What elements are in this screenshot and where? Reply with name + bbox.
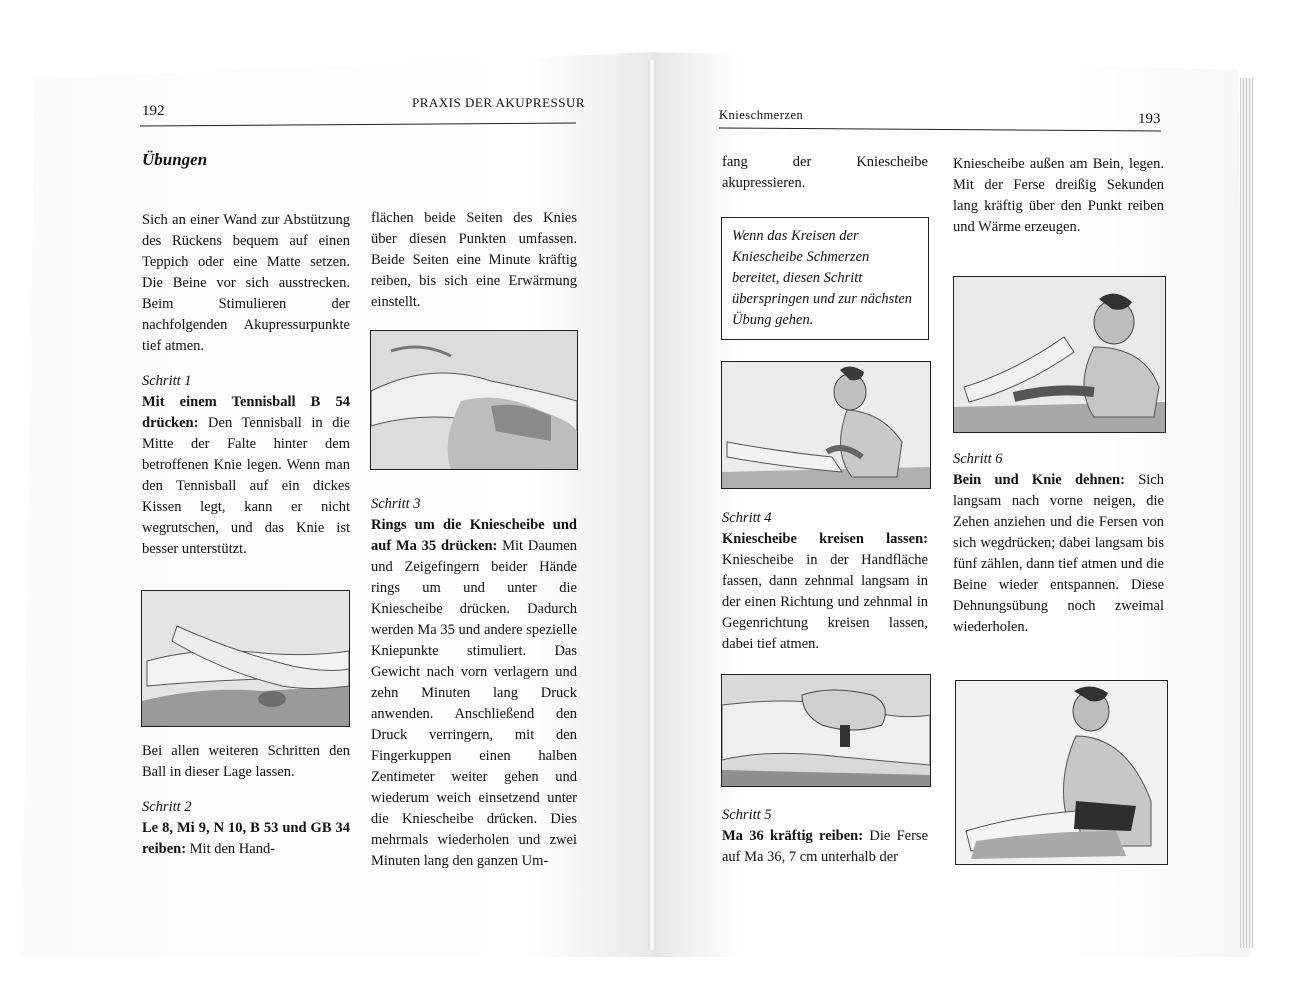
photo-man-circling-kneecap <box>721 361 931 489</box>
warning-note-text: Wenn das Kreisen der Kniescheibe Schmerzen bereitet, diesen Schritt überspringen und zur nächsten Übung gehen. <box>732 228 913 328</box>
step5-text: Die Ferse auf Ma 36, 7 cm unterhalb der <box>722 828 929 865</box>
page-number-right: 193 <box>1138 111 1161 127</box>
section-title: Übungen <box>142 150 208 169</box>
step4-title: Kniescheibe kreisen lassen: <box>722 531 928 547</box>
warning-note-box <box>721 217 929 340</box>
step5-continued: Kniescheibe außen am Bein, legen. Mit der Ferse dreißig Sekunden lang kräftig über den Punkt reiben und Wärme erzeugen. <box>953 156 1164 235</box>
right-col1-step5 <box>722 805 928 868</box>
intro-text: Sich an einer Wand zur Abstützung des Rückens bequem auf einen Teppich oder eine Matte setzen. Die Beine vor sich ausstrecken. Beim Stimulieren der nachfolgenden Akupressurpunkte tief atmen. <box>142 212 350 354</box>
step4-label: Schritt 4 <box>722 510 772 526</box>
page-number-left: 192 <box>142 103 165 119</box>
step1-title: Mit einem Tennisball B 54 drücken: <box>142 394 350 431</box>
left-col1-intro <box>142 210 350 560</box>
photo-hands-kneecap-closeup <box>721 674 931 787</box>
step2-title: Le 8, Mi 9, N 10, B 53 und GB 34 reiben: <box>142 820 350 857</box>
step3-continued: fang der Kniescheibe akupressieren. <box>722 154 928 191</box>
step1-label: Schritt 1 <box>142 373 192 389</box>
left-col2-top <box>371 208 577 313</box>
photo-tennis-ball-under-knee <box>141 590 350 727</box>
right-col1-top <box>722 152 928 194</box>
step2-text: Mit den Hand- <box>186 841 276 857</box>
step5-title: Ma 36 kräftig reiben: <box>722 828 864 844</box>
step2-continued: flächen beide Seiten des Knies über diesen Punkten umfassen. Beide Seiten eine Minute kräftig reiben, bis sich eine Erwärmung einstellt. <box>371 210 577 310</box>
step4-text: Kniescheibe in der Handfläche fassen, dann zehnmal langsam in der einen Richtung und zehnmal in Gegenrichtung kreisen lassen, dabei tief atmen. <box>722 552 928 652</box>
step3-label: Schritt 3 <box>371 496 421 512</box>
right-col1-step4 <box>722 508 928 655</box>
ball-position-note: Bei allen weiteren Schritten den Ball in dieser Lage lassen. <box>142 743 350 780</box>
running-head-right: Knieschmerzen <box>719 108 804 122</box>
step6-text: Sich langsam nach vorne neigen, die Zehen anziehen und die Fersen von sich wegdrücken; dabei langsam bis fünf zählen, dann tief atmen und die Beine wieder entspannen. Diese Dehnungsübung noch zweimal wiederholen. <box>953 472 1164 635</box>
page-edges <box>1240 78 1254 948</box>
right-col2-step6 <box>953 449 1164 638</box>
step6-title: Bein und Knie dehnen: <box>953 472 1125 488</box>
step3-text: Mit Daumen und Zeigefingern beider Hände rings um und unter die Kniescheibe drücken. Dadurch werden Ma 35 und andere spezielle Kniepunkte stimuliert. Das Gewicht nach vorn verlagern und zehn Minuten lang Druck anwenden. Anschließend den Druck verringern, mit den Fingerkuppen einen halben Zentimeter weiter gehen und wiederum weich einsetzend unter die Kniescheibe drücken. Dies mehrmals wiederholen und zwei Minuten lang den ganzen Um- <box>371 538 577 869</box>
step5-label: Schritt 5 <box>722 807 772 823</box>
left-col2-step3 <box>371 484 577 872</box>
photo-hands-on-knee <box>370 330 578 470</box>
running-head-left: PRAXIS DER AKUPRESSUR <box>412 95 586 110</box>
step3-title: Rings um die Kniescheibe und auf Ma 35 drücken: <box>371 517 577 554</box>
photo-man-stretching <box>955 680 1168 865</box>
step1-text: Den Tennisball in die Mitte der Falte hinter dem betroffenen Knie legen. Wenn man den Tennisball auf ein dickes Kissen legt, kann er nicht wegrutschen, und das Knie ist besser unterstützt. <box>142 415 350 557</box>
photo-man-heel-rubbing <box>953 276 1166 433</box>
right-col2-top <box>953 154 1164 238</box>
step6-label: Schritt 6 <box>953 451 1003 467</box>
step2-label: Schritt 2 <box>142 799 192 815</box>
left-col1-bottom <box>142 741 350 860</box>
book-spine <box>648 60 656 950</box>
